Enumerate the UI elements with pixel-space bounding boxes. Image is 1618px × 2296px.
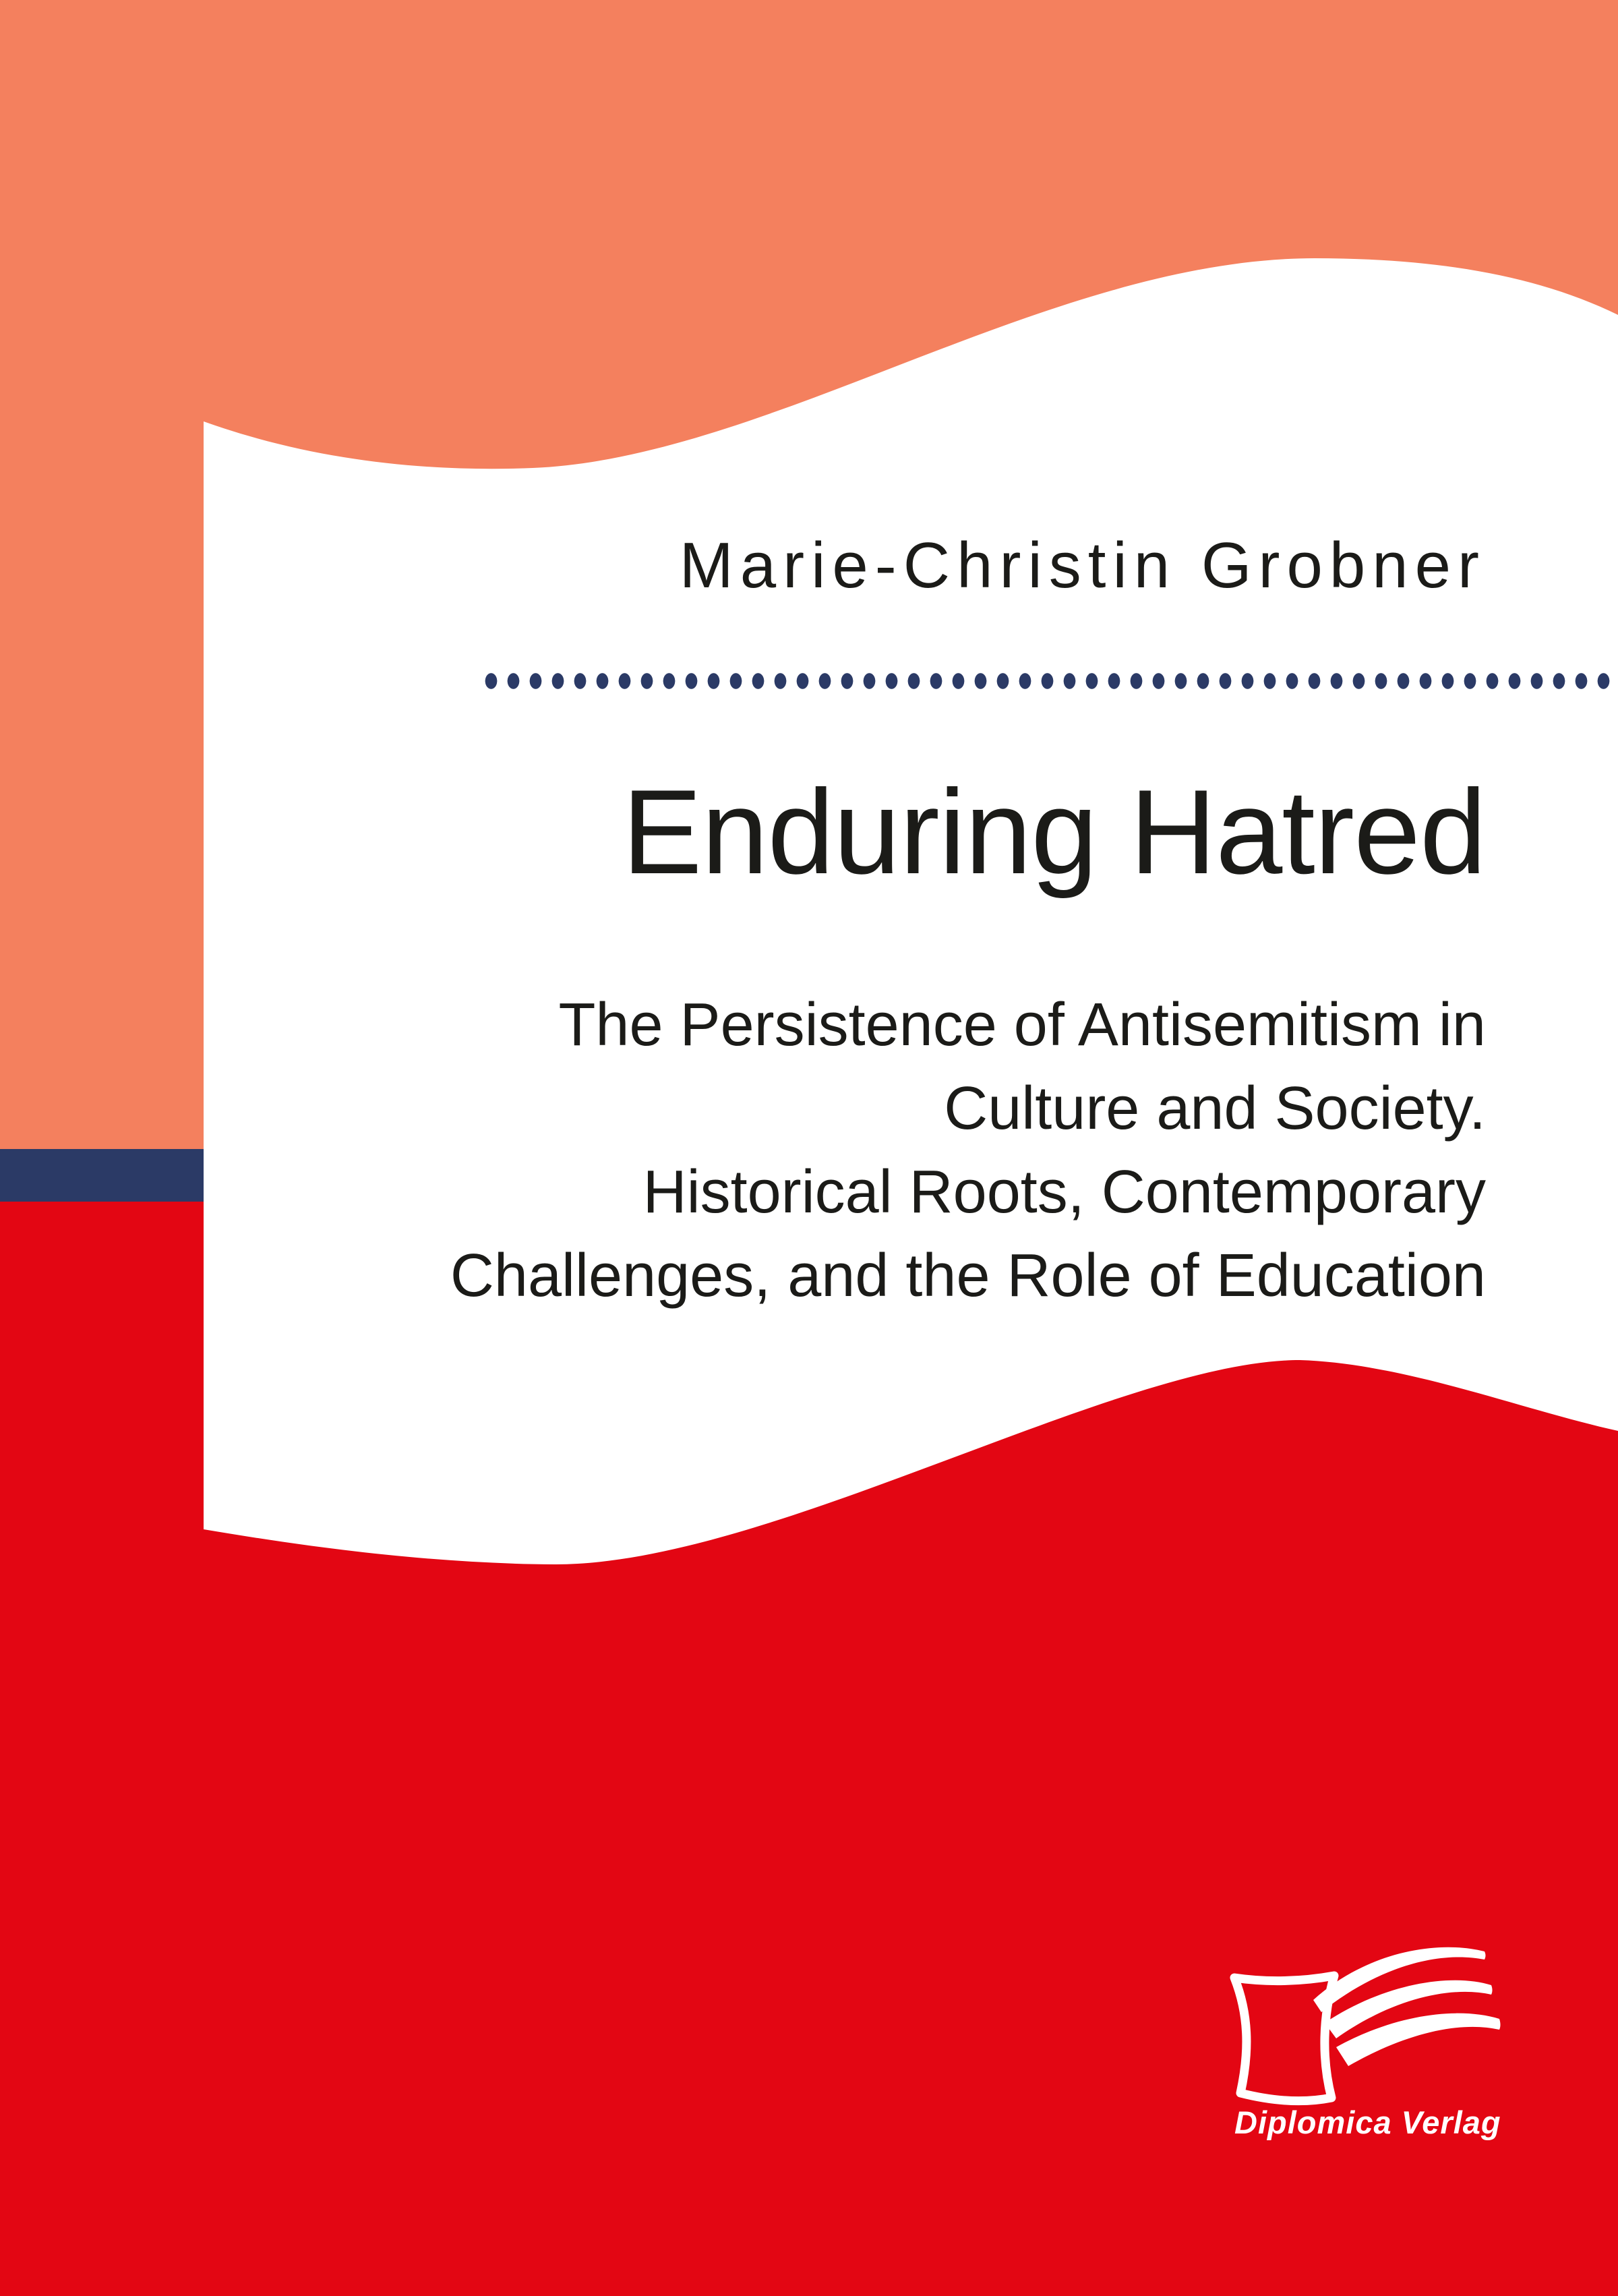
subtitle-line: Challenges, and the Role of Education [450, 1242, 1486, 1309]
swoosh-pages-icon [1313, 1947, 1501, 2066]
book-icon [1234, 1976, 1334, 2101]
author-name: Marie-Christin Grobner [679, 529, 1486, 601]
dotted-separator-line [480, 672, 1618, 690]
wave-panel-shape [204, 258, 1618, 1564]
book-subtitle [204, 983, 1486, 1318]
book-title: Enduring Hatred [622, 765, 1486, 899]
subtitle-line: Culture and Society. [944, 1075, 1486, 1142]
publisher-logo [1214, 1934, 1503, 2151]
subtitle-line: The Persistence of Antisemitism in [558, 991, 1486, 1059]
publisher-name: Diplomica Verlag [1234, 2104, 1501, 2140]
subtitle-line: Historical Roots, Contemporary [642, 1158, 1486, 1226]
